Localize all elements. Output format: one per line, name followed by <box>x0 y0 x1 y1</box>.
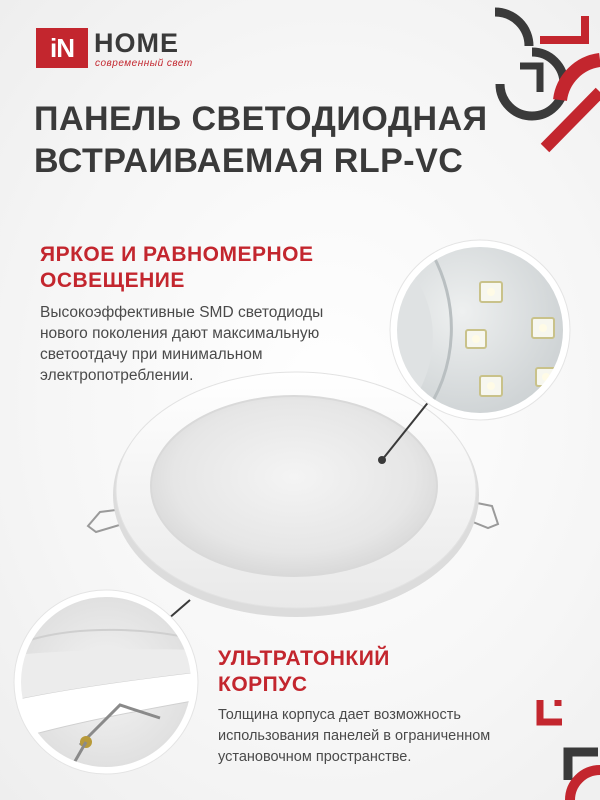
logo-home-text: HOME <box>94 28 179 58</box>
logo-in-mark: iN <box>36 28 88 68</box>
feature-title-slim-body <box>218 646 390 698</box>
feature-title-line: КОРПУС <box>218 673 308 696</box>
feature-text-line: установочном пространстве. <box>218 749 412 765</box>
title-line-2: ВСТРАИВАЕМАЯ RLP-VC <box>34 142 464 180</box>
feature-title-line: ОСВЕЩЕНИЕ <box>40 269 185 292</box>
feature-text-line: Высокоэффективные SMD светодиоды <box>40 304 324 321</box>
title-line-1: ПАНЕЛЬ СВЕТОДИОДНАЯ <box>34 100 488 138</box>
panel-edge-zoom-image <box>14 590 198 774</box>
feature-title-line: УЛЬТРАТОНКИЙ <box>218 647 390 670</box>
feature-title-brightness <box>40 242 314 294</box>
feature-text-slim-body <box>218 705 490 768</box>
smd-led-zoom-image <box>390 240 570 420</box>
feature-text-brightness <box>40 302 323 386</box>
logo-tagline: современный свет <box>95 58 193 69</box>
feature-text-line: нового поколения дают максимальную <box>40 325 320 342</box>
feature-title-line: ЯРКОЕ И РАВНОМЕРНОЕ <box>40 243 314 266</box>
feature-text-line: электропотреблении. <box>40 367 194 384</box>
page-title <box>34 98 534 182</box>
corner-decoration-bottom <box>540 700 600 800</box>
feature-text-line: использования панелей в ограниченном <box>218 728 491 744</box>
feature-text-line: Толщина корпуса дает возможность <box>218 707 461 723</box>
feature-text-line: светоотдачу при минимальном <box>40 346 263 363</box>
